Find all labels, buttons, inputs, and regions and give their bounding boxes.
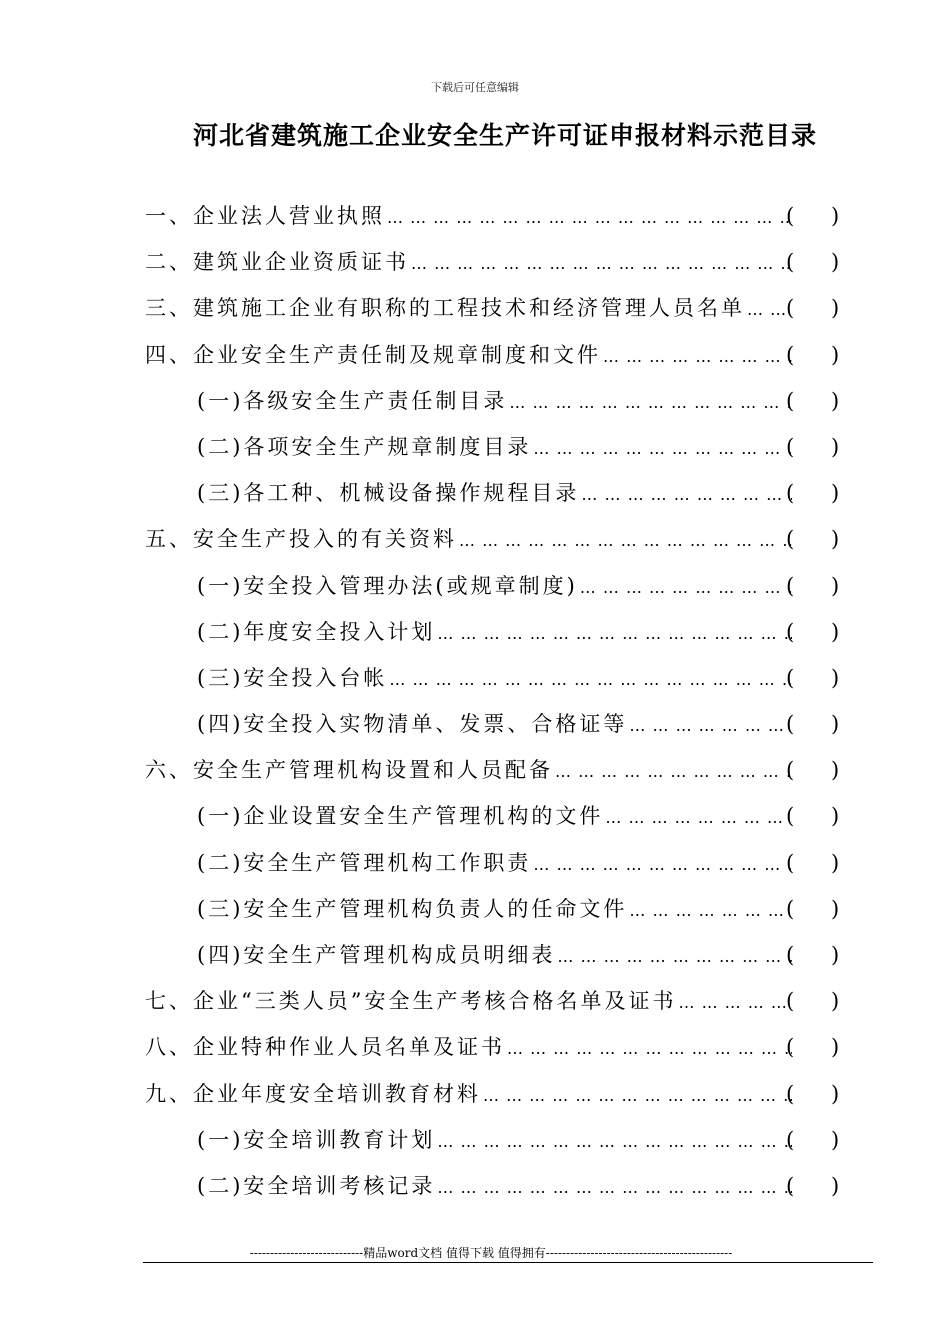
toc-entry-label: (二)各项安全生产规章制度目录: [197, 434, 532, 459]
toc-entry: [0, 288, 950, 334]
toc-entry-label: (四)安全投入实物清单、发票、合格证等: [197, 712, 628, 737]
toc-entry: [0, 796, 950, 842]
toc-leader-dots: [387, 198, 795, 238]
toc-entry: [0, 750, 950, 796]
toc-entry-line: [197, 796, 795, 838]
toc-entry-label: 三、建筑施工企业有职称的工程技术和经济管理人员名单: [145, 296, 745, 321]
toc-entry-line: [197, 704, 795, 746]
toc-leader-dots: [629, 706, 795, 746]
toc-leader-dots: [459, 521, 795, 561]
page-number-paren-open: (: [786, 1081, 795, 1106]
page-number-paren-open: (: [786, 619, 795, 644]
page-number-paren-close: ): [831, 573, 840, 598]
toc-entry: [0, 612, 950, 658]
page-number-paren-close: ): [831, 250, 840, 275]
toc-leader-dots: [678, 983, 795, 1023]
toc-entry-line: [145, 335, 795, 377]
page-number-paren-open: (: [786, 527, 795, 552]
page-number-paren-close: ): [831, 1127, 840, 1152]
page-number-paren-open: (: [786, 943, 795, 967]
toc-entry-label: (一)企业设置安全生产管理机构的文件: [197, 804, 604, 829]
toc-entry-line: [197, 935, 795, 977]
toc-entry: [0, 843, 950, 889]
page-number-paren-open: (: [786, 896, 795, 921]
toc-entry: [0, 1074, 950, 1120]
page-number-paren-open: (: [786, 342, 795, 367]
toc-entry-label: (三)各工种、机械设备操作规程目录: [197, 481, 580, 506]
toc-entry-label: 五、安全生产投入的有关资料: [145, 527, 457, 552]
toc-entry: [0, 1120, 950, 1166]
toc-entry-line: [145, 981, 795, 1023]
toc-entry-label: (一)安全投入管理办法(或规章制度): [197, 573, 578, 598]
toc-entry-line: [197, 1120, 795, 1162]
page-number-paren-open: (: [786, 1173, 795, 1198]
toc-entry-label: 九、企业年度安全培训教育材料: [145, 1081, 481, 1106]
toc-entry-line: [197, 658, 795, 700]
toc-entry: [0, 473, 950, 519]
page-number-paren-close: ): [831, 896, 840, 921]
toc-entry: [0, 335, 950, 381]
toc-entry-line: [197, 381, 795, 423]
header-note: 下载后可任意编辑: [431, 81, 519, 94]
page-number-paren-close: ): [831, 619, 840, 644]
toc-entry-label: 四、企业安全生产责任制及规章制度和文件: [145, 342, 601, 367]
page-number-paren-open: (: [786, 296, 795, 321]
page-number-paren-open: (: [786, 758, 795, 783]
toc-entry: [0, 658, 950, 704]
toc-entry: [0, 566, 950, 612]
page-number-paren-close: ): [831, 527, 840, 552]
toc-entry-line: [145, 750, 795, 792]
page-number-paren-open: (: [786, 850, 795, 875]
toc-entry-label: (三)安全生产管理机构负责人的任命文件: [197, 896, 628, 921]
page-number-paren-close: ): [831, 758, 840, 783]
toc-leader-dots: [507, 1029, 795, 1069]
toc-entry: [0, 889, 950, 935]
page-number-paren-close: ): [831, 296, 840, 321]
page-number-paren-open: (: [786, 434, 795, 459]
page-number-paren-close: ): [831, 665, 840, 690]
page-number-paren-open: (: [786, 804, 795, 829]
toc-entry-label: (一)各级安全生产责任制目录: [197, 388, 508, 413]
toc-leader-dots: [437, 1122, 795, 1162]
toc-leader-dots: [533, 429, 795, 469]
page-number-paren-close: ): [831, 434, 840, 459]
toc-entry-line: [197, 889, 795, 931]
toc-entry-label: (二)安全生产管理机构工作职责: [197, 850, 532, 875]
page-number-paren-open: (: [786, 204, 795, 228]
toc-entry: [0, 519, 950, 565]
page-number-paren-close: ): [831, 850, 840, 875]
toc-entry: [0, 704, 950, 750]
toc-entry-label: (一)安全培训教育计划: [197, 1127, 436, 1152]
toc-entry-line: [145, 196, 795, 238]
toc-leader-dots: [603, 337, 795, 377]
page-number-paren-open: (: [786, 1127, 795, 1152]
page-number-paren-close: ): [831, 1081, 840, 1106]
toc-entry-label: 七、企业“三类人员”安全生产考核合格名单及证书: [145, 989, 677, 1014]
table-of-contents: [0, 196, 950, 1212]
toc-entry-label: 二、建筑业企业资质证书: [145, 250, 409, 275]
toc-leader-dots: [509, 383, 795, 423]
toc-entry-line: [197, 427, 795, 469]
page-number-paren-close: ): [831, 481, 840, 506]
toc-leader-dots: [605, 798, 795, 838]
toc-entry-label: 八、企业特种作业人员名单及证书: [145, 1035, 505, 1060]
page-number-paren-close: ): [831, 388, 840, 413]
toc-entry-line: [197, 566, 795, 608]
page-number-paren-open: (: [786, 1035, 795, 1060]
toc-leader-dots: [437, 1168, 795, 1208]
toc-entry: [0, 981, 950, 1027]
page-number-paren-close: ): [831, 342, 840, 367]
toc-leader-dots: [411, 244, 795, 284]
page-number-paren-open: (: [786, 989, 795, 1014]
toc-entry-label: (四)安全生产管理机构成员明细表: [197, 943, 556, 967]
page-number-paren-close: ): [831, 1035, 840, 1060]
toc-leader-dots: [437, 614, 795, 654]
toc-entry-label: 一、企业法人营业执照: [145, 204, 385, 228]
toc-entry-line: [145, 242, 795, 284]
footer-text: ----------------------------精品word文档 值得下载 值得拥有----------------------------------------------: [249, 1246, 733, 1260]
toc-entry: [0, 935, 950, 981]
page-number-paren-open: (: [786, 665, 795, 690]
toc-leader-dots: [629, 891, 795, 931]
toc-entry-line: [145, 288, 795, 330]
toc-entry-label: (二)安全培训考核记录: [197, 1173, 436, 1198]
page-number-paren-open: (: [786, 250, 795, 275]
toc-entry-line: [197, 1166, 795, 1208]
toc-leader-dots: [389, 660, 795, 700]
toc-entry: [0, 242, 950, 288]
toc-leader-dots: [581, 475, 795, 515]
toc-leader-dots: [533, 845, 795, 885]
toc-leader-dots: [580, 568, 795, 608]
page-number-paren-close: ): [831, 712, 840, 737]
footer-rule: [143, 1262, 873, 1263]
page-number-paren-close: ): [831, 1173, 840, 1198]
toc-entry-line: [145, 1027, 795, 1069]
toc-entry-line: [197, 843, 795, 885]
toc-entry-line: [145, 1074, 795, 1116]
toc-entry: [0, 196, 950, 242]
toc-entry: [0, 381, 950, 427]
page-number-paren-open: (: [786, 481, 795, 506]
page-number-paren-close: ): [831, 943, 840, 967]
toc-entry: [0, 1027, 950, 1073]
toc-entry-line: [197, 473, 795, 515]
toc-entry-label: 六、安全生产管理机构设置和人员配备: [145, 758, 553, 783]
page-number-paren-close: ): [831, 989, 840, 1014]
toc-leader-dots: [483, 1076, 795, 1116]
toc-entry: [0, 427, 950, 473]
page-number-paren-open: (: [786, 388, 795, 413]
toc-entry-label: (二)年度安全投入计划: [197, 619, 436, 644]
page-number-paren-open: (: [786, 573, 795, 598]
toc-entry-line: [145, 519, 795, 561]
toc-leader-dots: [557, 937, 795, 977]
toc-leader-dots: [555, 752, 795, 792]
page-number-paren-close: ): [831, 804, 840, 829]
toc-entry-label: (三)安全投入台帐: [197, 665, 388, 690]
document-title: 河北省建筑施工企业安全生产许可证申报材料示范目录: [192, 121, 817, 150]
toc-entry: [0, 1166, 950, 1212]
page-number-paren-open: (: [786, 712, 795, 737]
toc-entry-line: [197, 612, 795, 654]
page-number-paren-close: ): [831, 204, 840, 228]
